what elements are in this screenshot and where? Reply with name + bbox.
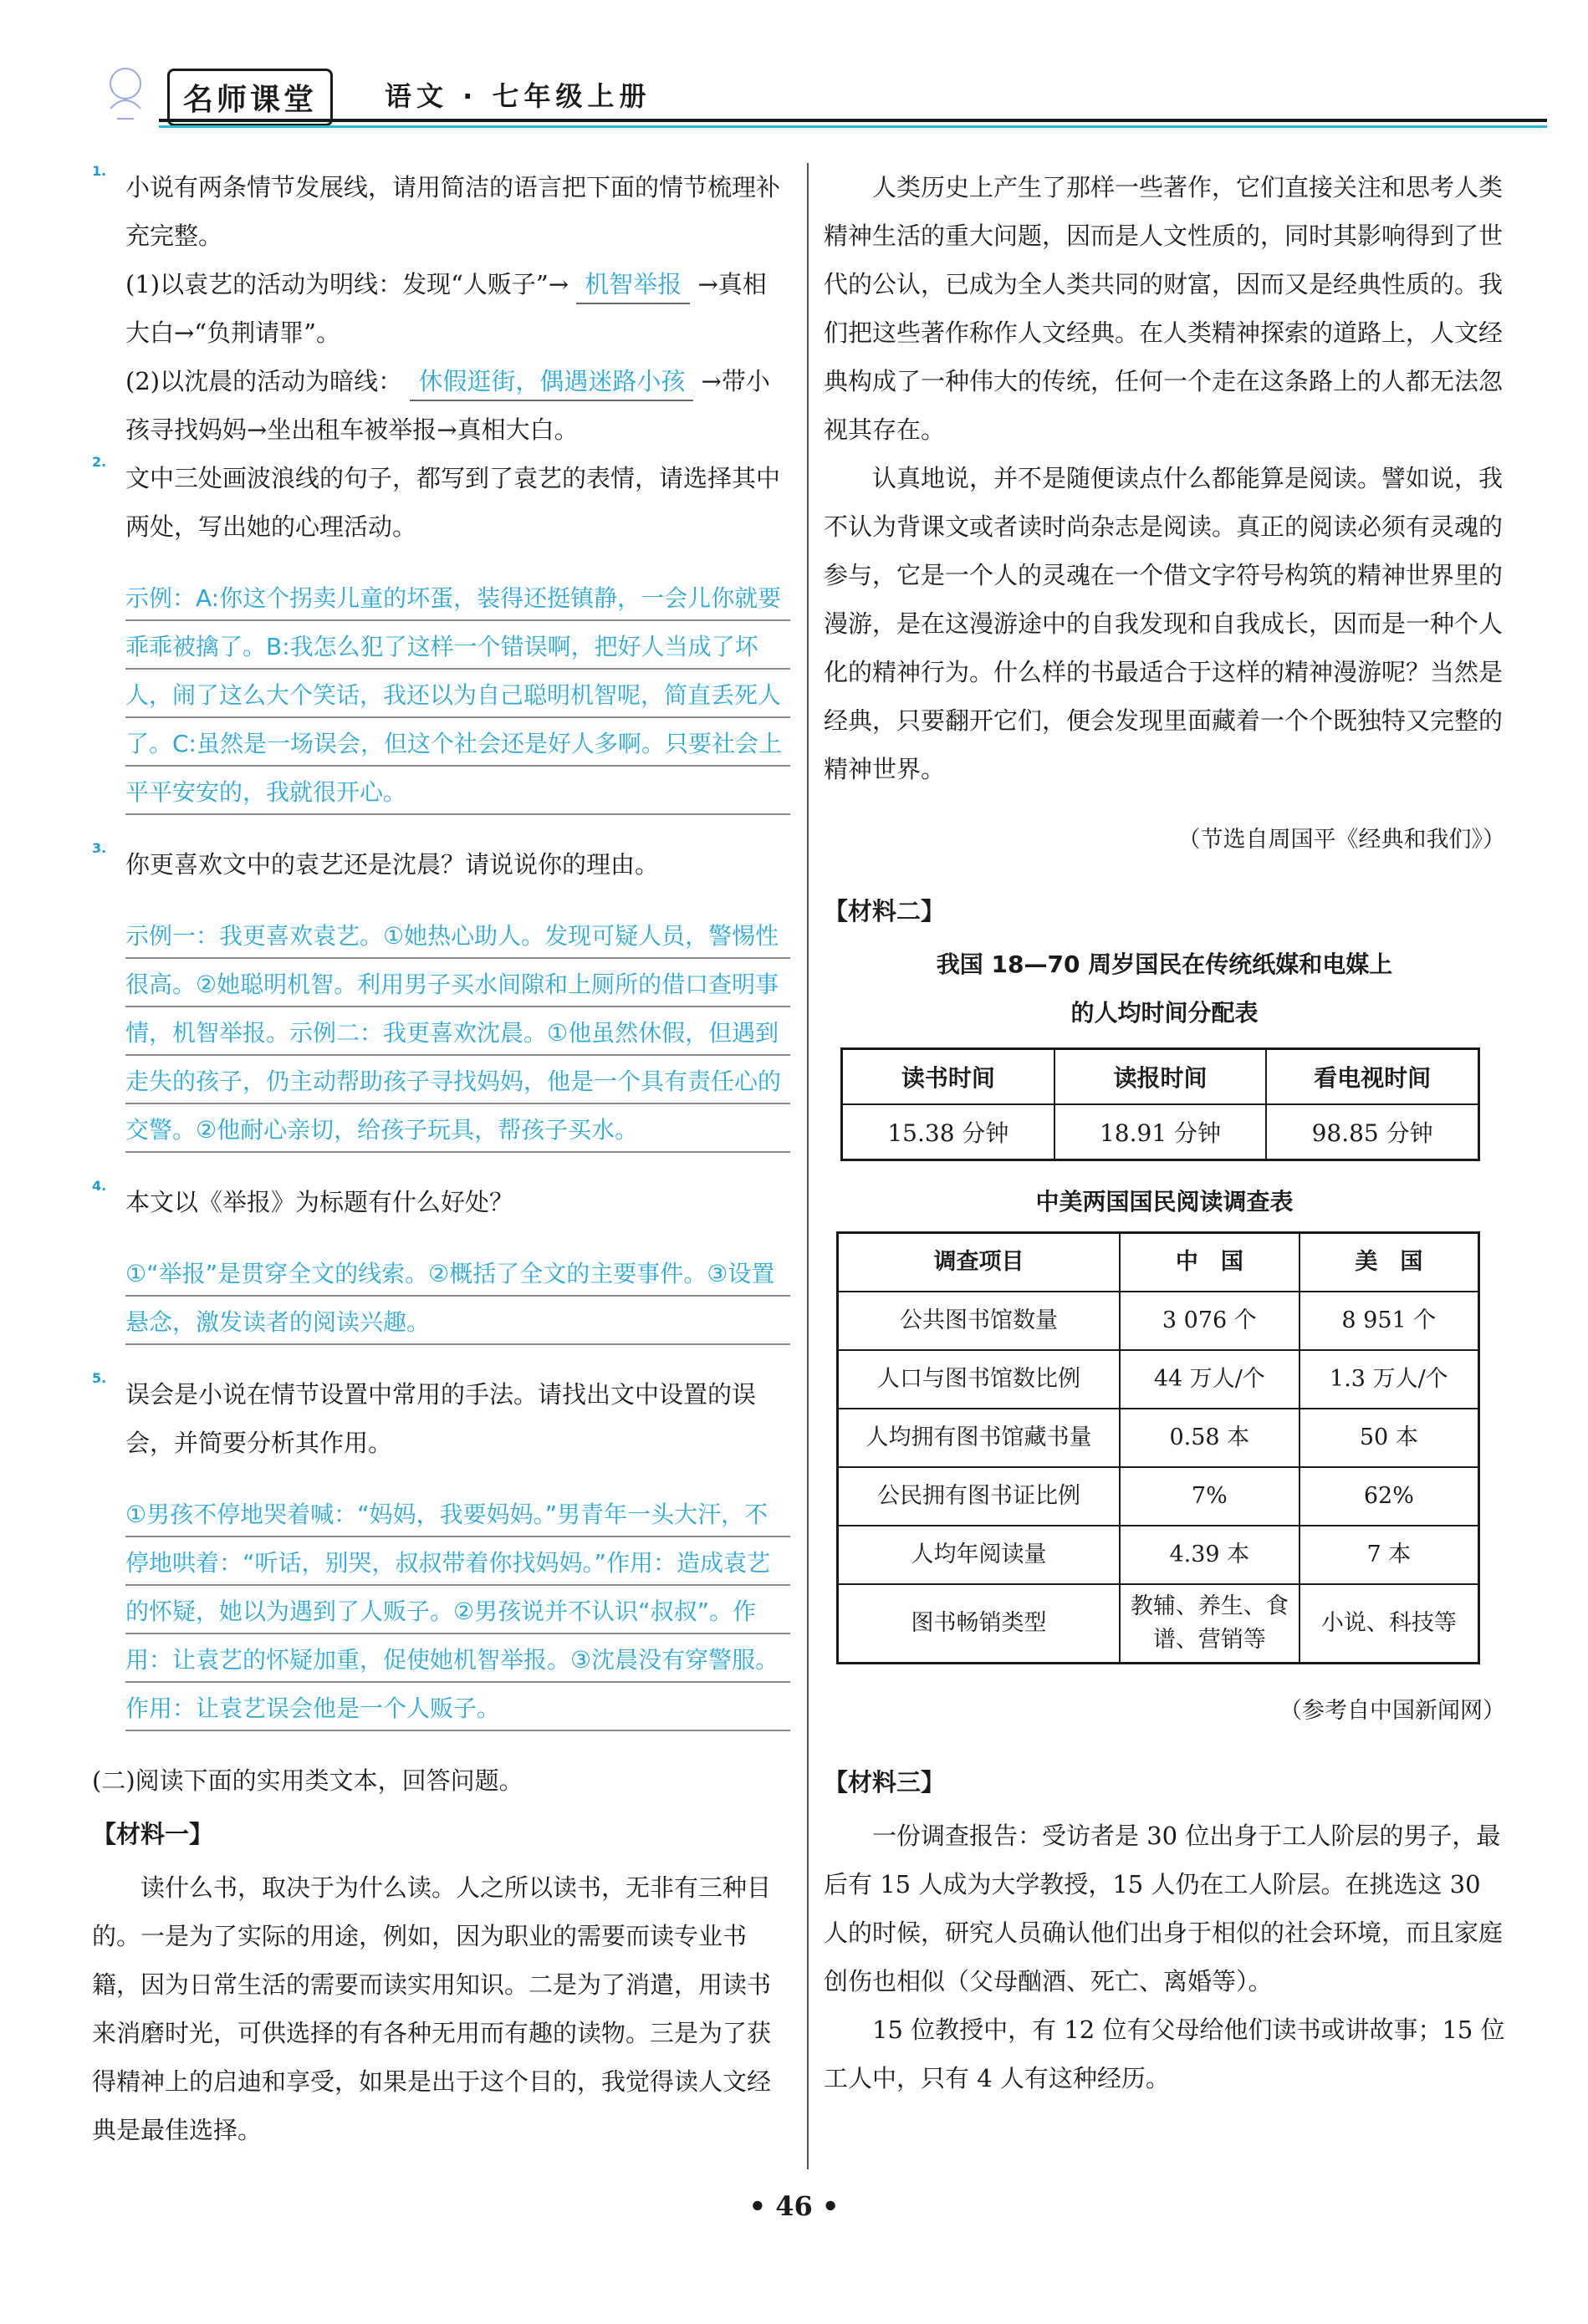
table-row: [838, 1350, 1479, 1409]
table-cell: 0.58 本: [1120, 1409, 1300, 1467]
question-text: 文中三处画波浪线的句子，都写到了袁艺的表情，请选择其中两处，写出她的心理活动。: [125, 464, 781, 541]
table-row: [838, 1292, 1479, 1350]
table-row: [842, 1104, 1479, 1160]
table-cell: 公民拥有图书证比例: [838, 1467, 1120, 1526]
question-text: 你更喜欢文中的袁艺还是沈晨？请说说你的理由。: [125, 850, 660, 879]
answer-text: 示例：A:你这个拐卖儿童的坏蛋，装得还挺镇静，一会儿你就要乖乖被擒了。B:我怎么犯了这样一个错误啊，把好人当成了坏人，闹了这么大个笑话，我还以为自己聪明机智呢，简直丢死人了。C:虽然是一场误会，但这个社会还是好人多啊。只要社会上平平安安的，我就很开心。: [125, 574, 790, 817]
table-row: [838, 1409, 1479, 1467]
material-1-paragraph-2: 人类历史上产生了那样一些著作，它们直接关注和思考人类精神生活的重大问题，因而是人文性质的，同时其影响得到了世代的公认，已成为全人类共同的财富，因而又是经典性质的。我们把这些著作称作人文经典。在人类精神探索的道路上，人文经典构成了一种伟大的传统，任何一个走在这条路上的人都无法忽视其存在。: [824, 173, 1504, 444]
table-header-cell: 美 国: [1300, 1233, 1479, 1292]
table-header-cell: 中 国: [1120, 1233, 1300, 1292]
time-allocation-table: [840, 1047, 1480, 1161]
decorative-ornament-icon: [92, 59, 159, 125]
question-5: [92, 1370, 790, 1733]
header-accent-rule: [159, 125, 1547, 128]
table-cell: 公共图书馆数量: [838, 1292, 1120, 1350]
table-header-cell: 调查项目: [838, 1233, 1120, 1292]
reading-survey-table: [836, 1231, 1480, 1664]
series-badge: 名师课堂: [167, 69, 333, 126]
table-cell: 98.85 分钟: [1266, 1104, 1478, 1160]
table-header-cell: 读报时间: [1054, 1049, 1266, 1105]
material-1-paragraph-3: 认真地说，并不是随便读点什么都能算是阅读。譬如说，我不认为背课文或者读时尚杂志是阅读。真正的阅读必须有灵魂的参与，它是一个人的灵魂在一个借文字符号构筑的精神世界里的漫游，是在这漫游途中的自我发现和自我成长，因而是一种个人化的精神行为。什么样的书最适合于这样的精神漫游呢？当然是经典，只要翻开它们，便会发现里面藏着一个个既独特又完整的精神世界。: [824, 464, 1504, 783]
section-heading: (二)阅读下面的实用类文本，回答问题。: [92, 1766, 523, 1795]
question-number: 2.: [92, 454, 107, 470]
table-row: [838, 1467, 1479, 1526]
question-text: 误会是小说在情节设置中常用的手法。请找出文中设置的误会，并简要分析其作用。: [125, 1380, 757, 1457]
table-2-title: 中美两国国民阅读调查表: [1035, 1188, 1294, 1216]
material-3-tag: 【材料三】: [824, 1768, 946, 1797]
question-line: [125, 260, 790, 357]
table-title-line: 我国 18—70 周岁国民在传统纸媒和电媒上: [936, 950, 1393, 978]
answer-text: ①“举报”是贯穿全文的线索。②概括了全文的主要事件。③设置悬念，激发读者的阅读兴趣。: [125, 1250, 790, 1347]
question-2: [92, 454, 790, 817]
table-cell: 1.3 万人/个: [1300, 1350, 1479, 1409]
table-cell: 62%: [1300, 1467, 1479, 1526]
question-number: 4.: [92, 1178, 107, 1194]
table-cell: 50 本: [1300, 1409, 1479, 1467]
question-number: 3.: [92, 840, 107, 856]
table-cell: 15.38 分钟: [842, 1104, 1054, 1160]
table-cell: 人均年阅读量: [838, 1526, 1120, 1584]
table-cell: 4.39 本: [1120, 1526, 1300, 1584]
line-suffix: →真相大白→“负荆请罪”。: [125, 270, 767, 347]
question-1: [92, 163, 790, 454]
material-2-tag: 【材料二】: [824, 897, 946, 925]
answer-blank: 机智举报: [576, 266, 690, 304]
material-3-paragraph-2: 15 位教授中，有 12 位有父母给他们读书或讲故事；15 位工人中，只有 4 人有这种经历。: [824, 2016, 1505, 2092]
answer-blank: 休假逛街，偶遇迷路小孩: [410, 363, 693, 401]
table-cell: 图书畅销类型: [838, 1584, 1120, 1664]
page-header: [92, 50, 1547, 134]
table-row: [838, 1526, 1479, 1584]
table-header-row: [842, 1049, 1479, 1105]
table-cell: 小说、科技等: [1300, 1584, 1479, 1664]
page-number: • 46 •: [748, 2190, 840, 2222]
material-3-paragraph-1: 一份调查报告：受访者是 30 位出身于工人阶层的男子，最后有 15 人成为大学教授，15 人仍在工人阶层。在挑选这 30 人的时候，研究人员确认他们出身于相似的社会环境，而且家庭创伤也相似（父母酗酒、死亡、离婚等）。: [824, 1822, 1504, 1995]
question-text: 本文以《举报》为标题有什么好处？: [125, 1188, 514, 1216]
question-number: 1.: [92, 163, 107, 179]
question-line: [125, 357, 790, 454]
table-cell: 44 万人/个: [1120, 1350, 1300, 1409]
table-cell: 人均拥有图书馆藏书量: [838, 1409, 1120, 1467]
source-citation: （参考自中国新闻网）: [1279, 1698, 1505, 1724]
table-title-line: 的人均时间分配表: [1070, 999, 1259, 1027]
column-divider: [807, 163, 809, 2169]
table-row: [838, 1584, 1479, 1664]
table-header-cell: 看电视时间: [1266, 1049, 1478, 1105]
question-text: 小说有两条情节发展线，请用简洁的语言把下面的情节梳理补充完整。: [125, 173, 781, 250]
question-number: 5.: [92, 1370, 107, 1386]
question-4: [92, 1178, 790, 1347]
table-cell: 教辅、养生、食谱、营销等: [1120, 1584, 1300, 1664]
line-prefix: (1)以袁艺的活动为明线：发现“人贩子”→: [125, 270, 569, 298]
material-1-tag: 【材料一】: [92, 1820, 214, 1848]
book-subject: 语文 · 七年级上册: [385, 80, 651, 112]
line-prefix: (2)以沈晨的活动为暗线：: [125, 367, 403, 395]
table-cell: 7%: [1120, 1467, 1300, 1526]
question-3: [92, 840, 790, 1154]
answer-text: 示例一：我更喜欢袁艺。①她热心助人。发现可疑人员，警惕性很高。②她聪明机智。利用男子买水间隙和上厕所的借口查明事情，机智举报。示例二：我更喜欢沈晨。①他虽然休假，但遇到走失的孩子，仍主动帮助孩子寻找妈妈，他是一个具有责任心的交警。②他耐心亲切，给孩子玩具，帮孩子买水。: [125, 912, 790, 1154]
table-header-row: [838, 1233, 1479, 1292]
left-column: [92, 163, 790, 2154]
table-header-cell: 读书时间: [842, 1049, 1054, 1105]
source-citation: （节选自周国平《经典和我们》）: [1177, 827, 1505, 853]
table-cell: 3 076 个: [1120, 1292, 1300, 1350]
table-1-title: [824, 940, 1505, 1037]
table-cell: 7 本: [1300, 1526, 1479, 1584]
material-1-text: 读什么书，取决于为什么读。人之所以读书，无非有三种目的。一是为了实际的用途，例如，因为职业的需要而读专业书籍，因为日常生活的需要而读实用知识。二是为了消遣，用读书来消磨时光，可供选择的有各种无用而有趣的读物。三是为了获得精神上的启迪和享受，如果是出于这个目的，我觉得读人文经典是最佳选择。: [92, 1873, 772, 2144]
table-cell: 人口与图书馆数比例: [838, 1350, 1120, 1409]
header-rule: [159, 119, 1547, 122]
table-cell: 18.91 分钟: [1054, 1104, 1266, 1160]
table-cell: 8 951 个: [1300, 1292, 1479, 1350]
right-column: [824, 163, 1505, 2102]
line-suffix: →带小孩寻找妈妈→坐出租车被举报→真相大白。: [125, 367, 770, 444]
answer-text: ①男孩不停地哭着喊：“妈妈，我要妈妈。”男青年一头大汗，不停地哄着：“听话，别哭，叔叔带着你找妈妈。”作用：造成袁艺的怀疑，她以为遇到了人贩子。②男孩说并不认识“叔叔”。作用：让袁艺的怀疑加重，促使她机智举报。③沈晨没有穿警服。作用：让袁艺误会他是一个人贩子。: [125, 1491, 790, 1733]
